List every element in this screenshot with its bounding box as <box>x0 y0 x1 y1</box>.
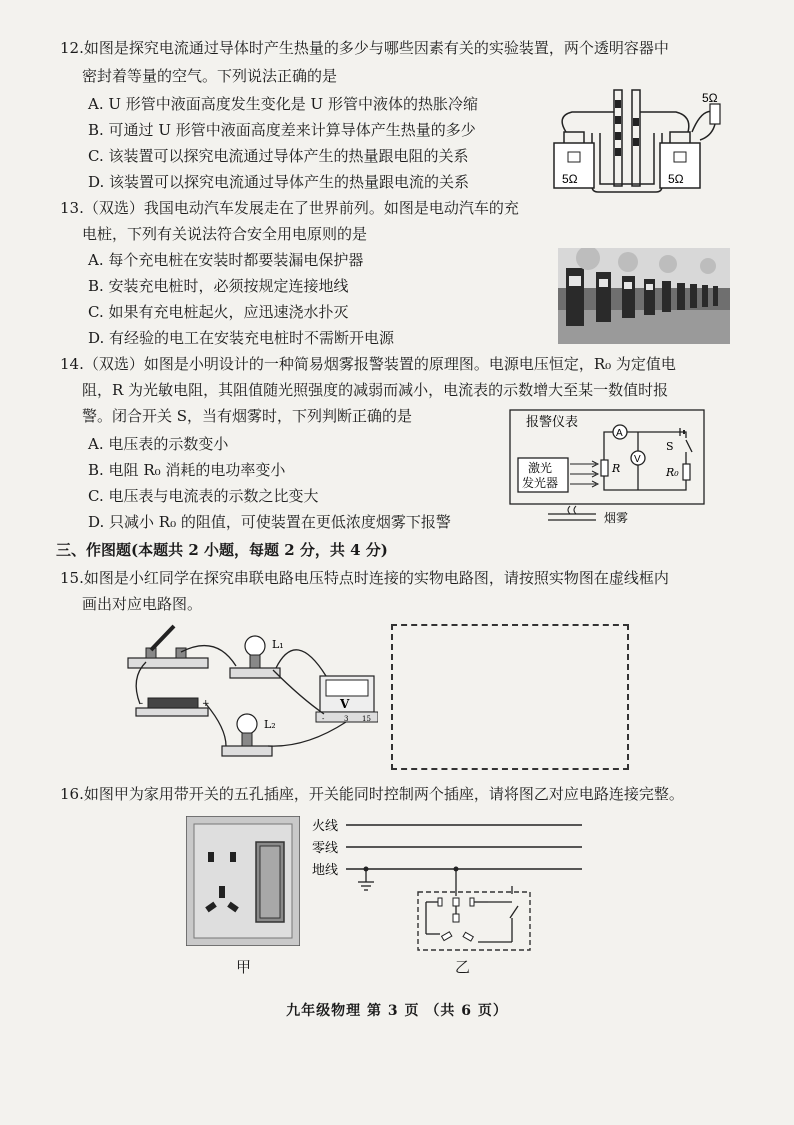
q15-meter-minus: - <box>322 715 325 723</box>
q12-stem-line2: 密封着等量的空气。下列说法正确的是 <box>82 67 338 85</box>
q16-wiring-diagram <box>312 814 588 956</box>
q12-r-right-label: 5Ω <box>668 172 684 186</box>
q16-neutral-label: 零线 <box>312 841 339 856</box>
q14-stem-line3: 警。闭合开关 S，当有烟雾时，下列判断正确的是 <box>82 407 413 425</box>
q12-figure-joule-apparatus <box>552 88 734 196</box>
q16-earth-label: 地线 <box>312 863 339 878</box>
q15-battery-plus: + <box>202 699 210 709</box>
q15-physical-circuit <box>126 618 378 768</box>
q14-option-a: A. 电压表的示数变小 <box>88 435 229 453</box>
q12-option-d: D. 该装置可以探究电流通过导体产生的热量跟电流的关系 <box>88 173 470 191</box>
q14-option-b: B. 电阻 R₀ 消耗的电功率变小 <box>88 461 286 479</box>
q14-alarm-label: 报警仪表 <box>526 415 579 430</box>
q16-live-label: 火线 <box>312 819 339 834</box>
q15-meter-3: 3 <box>344 715 349 723</box>
q15-l2-label: L₂ <box>264 718 276 731</box>
section3-heading: 三、作图题(本题共 2 小题，每题 2 分，共 4 分) <box>56 541 388 559</box>
q15-meter-15: 15 <box>362 715 371 723</box>
q13-stem-line1: 13.（双选）我国电动汽车发展走在了世界前列。如图是电动汽车的充 <box>60 199 519 217</box>
q14-r0-label: R₀ <box>666 466 679 479</box>
q14-laser-line1: 激光 <box>528 461 553 475</box>
q13-option-d: D. 有经验的电工在安装充电桩时不需断开电源 <box>88 329 395 347</box>
q15-answer-box[interactable] <box>391 624 629 770</box>
q12-stem-line1: 12.如图是探究电流通过导体时产生热量的多少与哪些因素有关的实验装置，两个透明容器中 <box>60 39 669 57</box>
q15-l1-label: L₁ <box>272 638 284 651</box>
page-footer: 九年级物理 第 3 页 （共 6 页） <box>286 1003 508 1019</box>
q13-stem-line2: 电桩，下列有关说法符合安全用电原则的是 <box>82 225 368 243</box>
q14-stem-line1: 14.（双选）如图是小明设计的一种简易烟雾报警装置的原理图。电源电压恒定，R₀ 为定值电 <box>60 355 676 373</box>
q12-r-left-label: 5Ω <box>562 172 578 186</box>
q16-label-jia: 甲 <box>236 958 252 976</box>
q15-stem-line2: 画出对应电路图。 <box>82 595 203 613</box>
q13-option-a: A. 每个充电桩在安装时都要装漏电保护器 <box>88 251 364 269</box>
q14-r-label: R <box>612 462 621 475</box>
q12-option-b: B. 可通过 U 形管中液面高度差来计算导体产生热量的多少 <box>88 121 476 139</box>
q14-laser-line2: 发光器 <box>522 476 559 490</box>
q14-option-d: D. 只减小 R₀ 的阻值，可使装置在更低浓度烟雾下报警 <box>88 513 451 531</box>
q15-meter-label: V <box>340 697 350 711</box>
q16-stem: 16.如图甲为家用带开关的五孔插座，开关能同时控制两个插座，请将图乙对应电路连接完整。 <box>60 785 684 803</box>
q13-option-c: C. 如果有充电桩起火，应迅速浇水扑灭 <box>88 303 349 321</box>
q16-label-yi: 乙 <box>455 958 471 976</box>
q14-voltmeter-label: V <box>634 454 641 465</box>
q16-socket-photo <box>186 816 300 946</box>
q12-option-c: C. 该装置可以探究电流通过导体产生的热量跟电阻的关系 <box>88 147 469 165</box>
q15-battery-minus: - <box>140 699 144 709</box>
q14-option-c: C. 电压表与电流表的示数之比变大 <box>88 487 319 505</box>
q13-option-b: B. 安装充电桩时，必须按规定连接地线 <box>88 277 349 295</box>
q12-option-a: A. U 形管中液面高度发生变化是 U 形管中液体的热胀冷缩 <box>88 95 478 113</box>
q14-smoke-label: 烟雾 <box>604 511 629 525</box>
q14-switch-label: S <box>666 440 674 453</box>
q14-smoke-alarm-circuit <box>508 408 708 526</box>
q14-stem-line2: 阻，R 为光敏电阻，其阻值随光照强度的减弱而减小，电流表的示数增大至某一数值时报 <box>82 381 669 399</box>
q15-stem-line1: 15.如图是小红同学在探究串联电路电压特点时连接的实物电路图，请按照实物图在虚线框内 <box>60 569 669 587</box>
q12-r-top-label: 5Ω <box>702 91 718 105</box>
q13-charging-pile-photo <box>558 248 730 344</box>
q14-ammeter-label: A <box>616 428 623 439</box>
